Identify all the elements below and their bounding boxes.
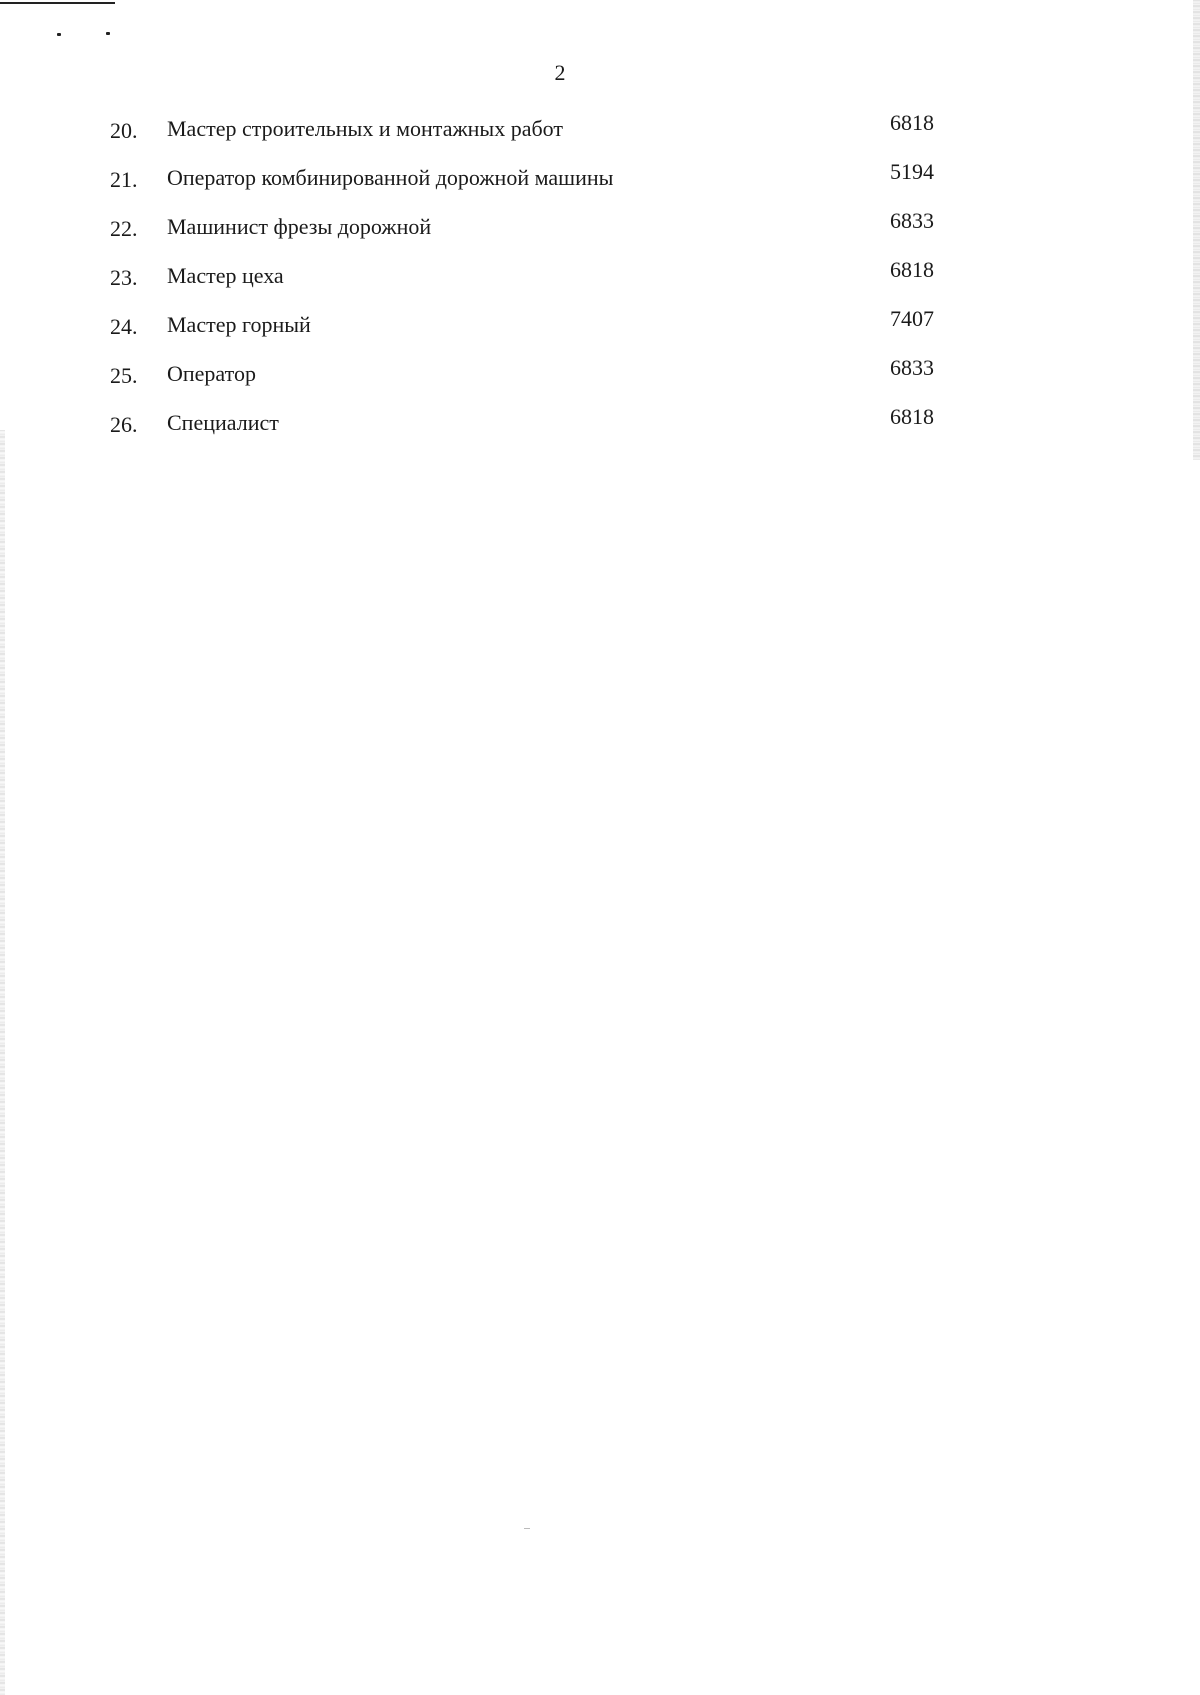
list-item [0,159,1200,199]
list-item [0,110,1200,150]
item-code: 6833 [890,355,934,380]
scan-artifact-dot [106,32,110,35]
item-number: 21. [110,167,138,192]
page-number: 2 [554,60,566,85]
item-code: 6818 [890,257,934,282]
item-number: 22. [110,216,138,241]
list-item [0,404,1200,444]
scan-edge-noise [0,430,5,1695]
item-title: Оператор комбинированной дорожной машины [167,165,614,190]
item-title: Специалист [167,410,279,435]
item-number: 23. [110,265,138,290]
list-item [0,257,1200,297]
item-title: Машинист фрезы дорожной [167,214,432,239]
item-number: 26. [110,412,138,437]
scan-artifact-mark [524,1528,530,1529]
item-title: Мастер горный [167,312,311,337]
item-title: Мастер цеха [167,263,284,288]
list-item [0,208,1200,248]
scan-artifact-line [0,2,115,4]
list-item [0,355,1200,395]
item-number: 20. [110,118,138,143]
item-code: 7407 [890,306,934,331]
list-item [0,306,1200,346]
item-title: Оператор [167,361,256,386]
item-title: Мастер строительных и монтажных работ [167,116,563,141]
item-number: 25. [110,363,138,388]
item-code: 6818 [890,404,934,429]
item-code: 5194 [890,159,934,184]
item-number: 24. [110,314,138,339]
scan-artifact-dot [57,33,61,36]
item-code: 6833 [890,208,934,233]
item-code: 6818 [890,110,934,135]
